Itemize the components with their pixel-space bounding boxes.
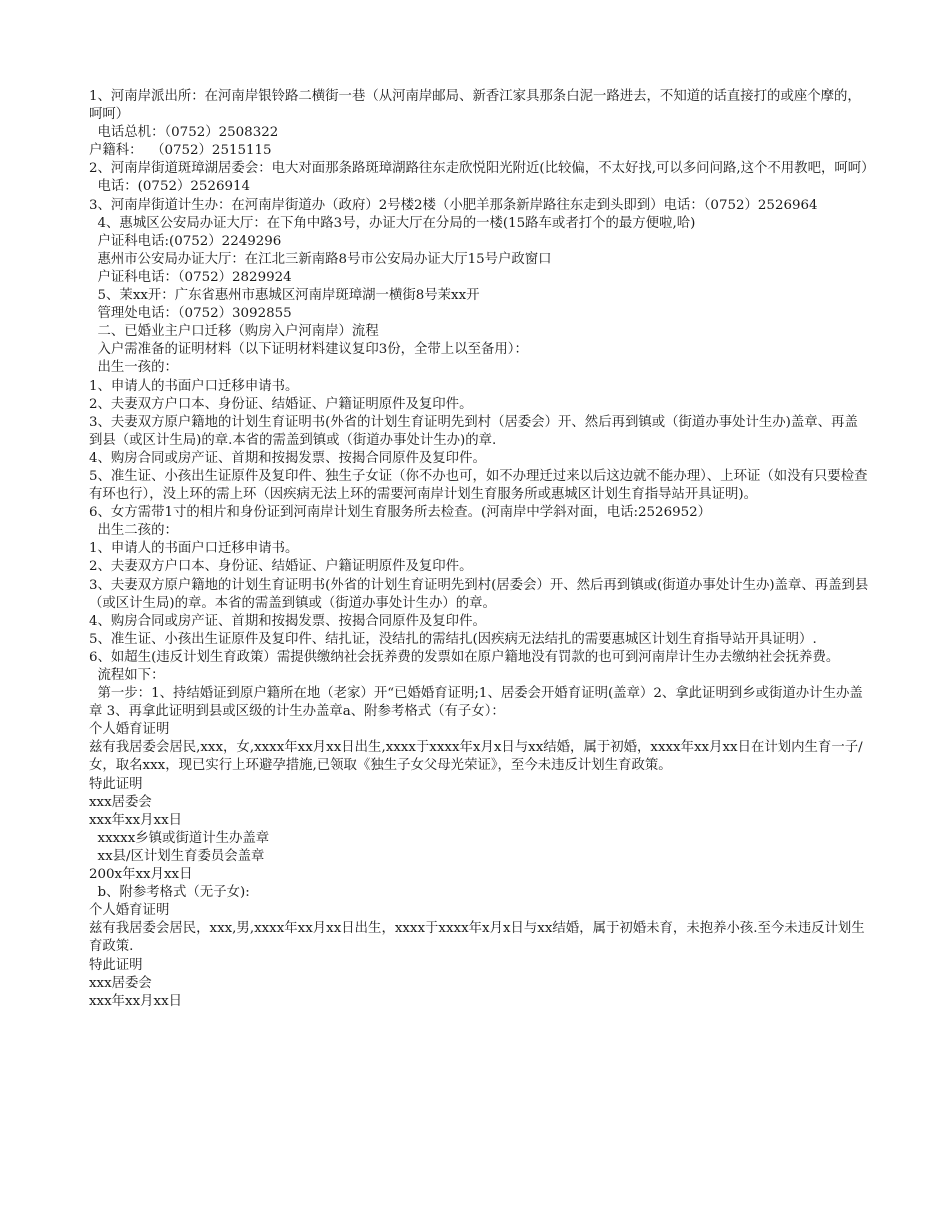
text-line: 二、已婚业主户口迁移（购房入户河南岸）流程 (89, 324, 379, 340)
text-line: 5、茉xx开：广东省惠州市惠城区河南岸斑璋湖一横街8号茉xx开 (89, 288, 480, 304)
document-body (89, 88, 875, 1011)
text-line: xxx居委会 (89, 975, 152, 991)
text-line: 3、夫妻双方原户籍地的计划生育证明书(外省的计划生育证明先到村（居委会）开、然后再到镇或（街道办事处计生办)盖章、再盖到县（或区计生局)的章.本省的需盖到镇或（街道办事处计生办)的章. (89, 414, 858, 448)
text-line: xxx年xx月xx日 (89, 812, 183, 828)
text-line: 兹有我居委会居民，xxx,男,xxxx年xx月xx日出生，xxxx于xxxx年x月x日与xx结婚，属于初婚未育，未抱养小孩.至今未违反计划生育政策. (89, 921, 865, 955)
text-line: 1、申请人的书面户口迁移申请书。 (89, 378, 299, 394)
text-line: 户证科电话:(0752）2249296 (89, 233, 282, 249)
text-line: 特此证明 (89, 957, 143, 973)
text-line: 惠州市公安局办证大厅：在江北三新南路8号市公安局办证大厅15号户政窗口 (89, 251, 552, 267)
text-line: 电话：(0752）2526914 (89, 179, 251, 195)
text-line: xx县/区计划生育委员会盖章 (89, 848, 265, 864)
text-line: 6、女方需带1寸的相片和身份证到河南岸计划生育服务所去检查。(河南岸中学斜对面，电话:2526952） (89, 505, 712, 521)
text-line: 特此证明 (89, 776, 143, 792)
text-line: 5、准生证、小孩出生证原件及复印件、独生子女证（你不办也可，如不办理迁过来以后这边就不能办理）、上环证（如没有只要检查有环也行），没上环的需上环（因疾病无法上环的需要河南岸计划生育服务所或惠城区计划生育指导站开具证明)。 (89, 468, 868, 503)
text-line: 2、河南岸街道斑璋湖居委会：电大对面那条路斑璋湖路往东走欣悦阳光附近(比较偏，不太好找,可以多问问路,这个不用教吧，呵呵） (89, 161, 875, 177)
text-line: 出生二孩的： (89, 523, 178, 539)
text-line: 2、夫妻双方户口本、身份证、结婚证、户籍证明原件及复印件。 (89, 396, 473, 412)
text-line: xxxxx乡镇或街道计生办盖章 (89, 830, 270, 846)
text-line: b、附参考格式（无子女): (89, 885, 250, 901)
text-line: xxx居委会 (89, 794, 152, 810)
text-line: 3、河南岸街道计生办：在河南岸街道办（政府）2号楼2楼（小肥羊那条新岸路往东走到头即到）电话：（0752）2526964 (89, 197, 818, 213)
text-line: 1、申请人的书面户口迁移申请书。 (89, 541, 299, 557)
text-line: 流程如下： (89, 668, 165, 683)
text-line: 户籍科： （0752）2515115 (89, 143, 272, 159)
text-line: 户证科电话：（0752）2829924 (89, 269, 292, 285)
text-line: 4、购房合同或房产证、首期和按揭发票、按揭合同原件及复印件。 (89, 450, 486, 466)
text-line: xxx年xx月xx日 (89, 993, 183, 1009)
text-line: 兹有我居委会居民,xxx，女,xxxx年xx月xx日出生,xxxx于xxxx年x月x日与xx结婚，属于初婚，xxxx年xx月xx日在计划内生育一子/女，取名xxx，现已实行上环避孕措施,已领取《独生子女父母光荣证》，至今未违反计划生育政策。 (89, 740, 863, 774)
text-line: 3、夫妻双方原户籍地的计划生育证明书(外省的计划生育证明先到村(居委会）开、然后再到镇或(街道办事处计生办)盖章、再盖到县（或区计生局)的章。本省的需盖到镇或（街道办事处计生办）的章。 (89, 577, 869, 611)
text-line: 4、惠城区公安局办证大厅：在下角中路3号，办证大厅在分局的一楼(15路车或者打个的最方便啦,哈) (89, 215, 696, 231)
text-line: 200x年xx月xx日 (89, 867, 193, 883)
text-line: 入户需准备的证明材料（以下证明材料建议复印3份，全带上以至备用）： (89, 342, 528, 358)
text-line: 1、河南岸派出所：在河南岸银铃路二横街一巷（从河南岸邮局、新香江家具那条白泥一路进去，不知道的话直接打的或座个摩的，呵呵） (89, 89, 861, 123)
text-line: 出生一孩的： (89, 360, 178, 376)
text-line: 电话总机：（0752）2508322 (89, 125, 279, 141)
text-line: 2、夫妻双方户口本、身份证、结婚证、户籍证明原件及复印件。 (89, 559, 473, 575)
text-line: 个人婚育证明 (89, 722, 170, 738)
text-line: 5、准生证、小孩出生证原件及复印件、结扎证，没结扎的需结扎(因疾病无法结扎的需要惠城区计划生育指导站开具证明）. (89, 631, 817, 647)
text-line: 6、如超生(违反计划生育政策）需提供缴纳社会抚养费的发票如在原户籍地没有罚款的也可到河南岸计生办去缴纳社会抚养费。 (89, 649, 840, 665)
text-line: 4、购房合同或房产证、首期和按揭发票、按揭合同原件及复印件。 (89, 613, 486, 629)
text-line: 个人婚育证明 (89, 903, 170, 919)
text-line: 第一步：1、持结婚证到原户籍所在地（老家）开“已婚婚育证明;1、居委会开婚育证明(盖章）2、拿此证明到乡或街道办计生办盖章 3、再拿此证明到县或区级的计生办盖章a、附参考格式（有子女）： (89, 686, 863, 720)
text-line: 管理处电话：（0752）3092855 (89, 306, 292, 322)
